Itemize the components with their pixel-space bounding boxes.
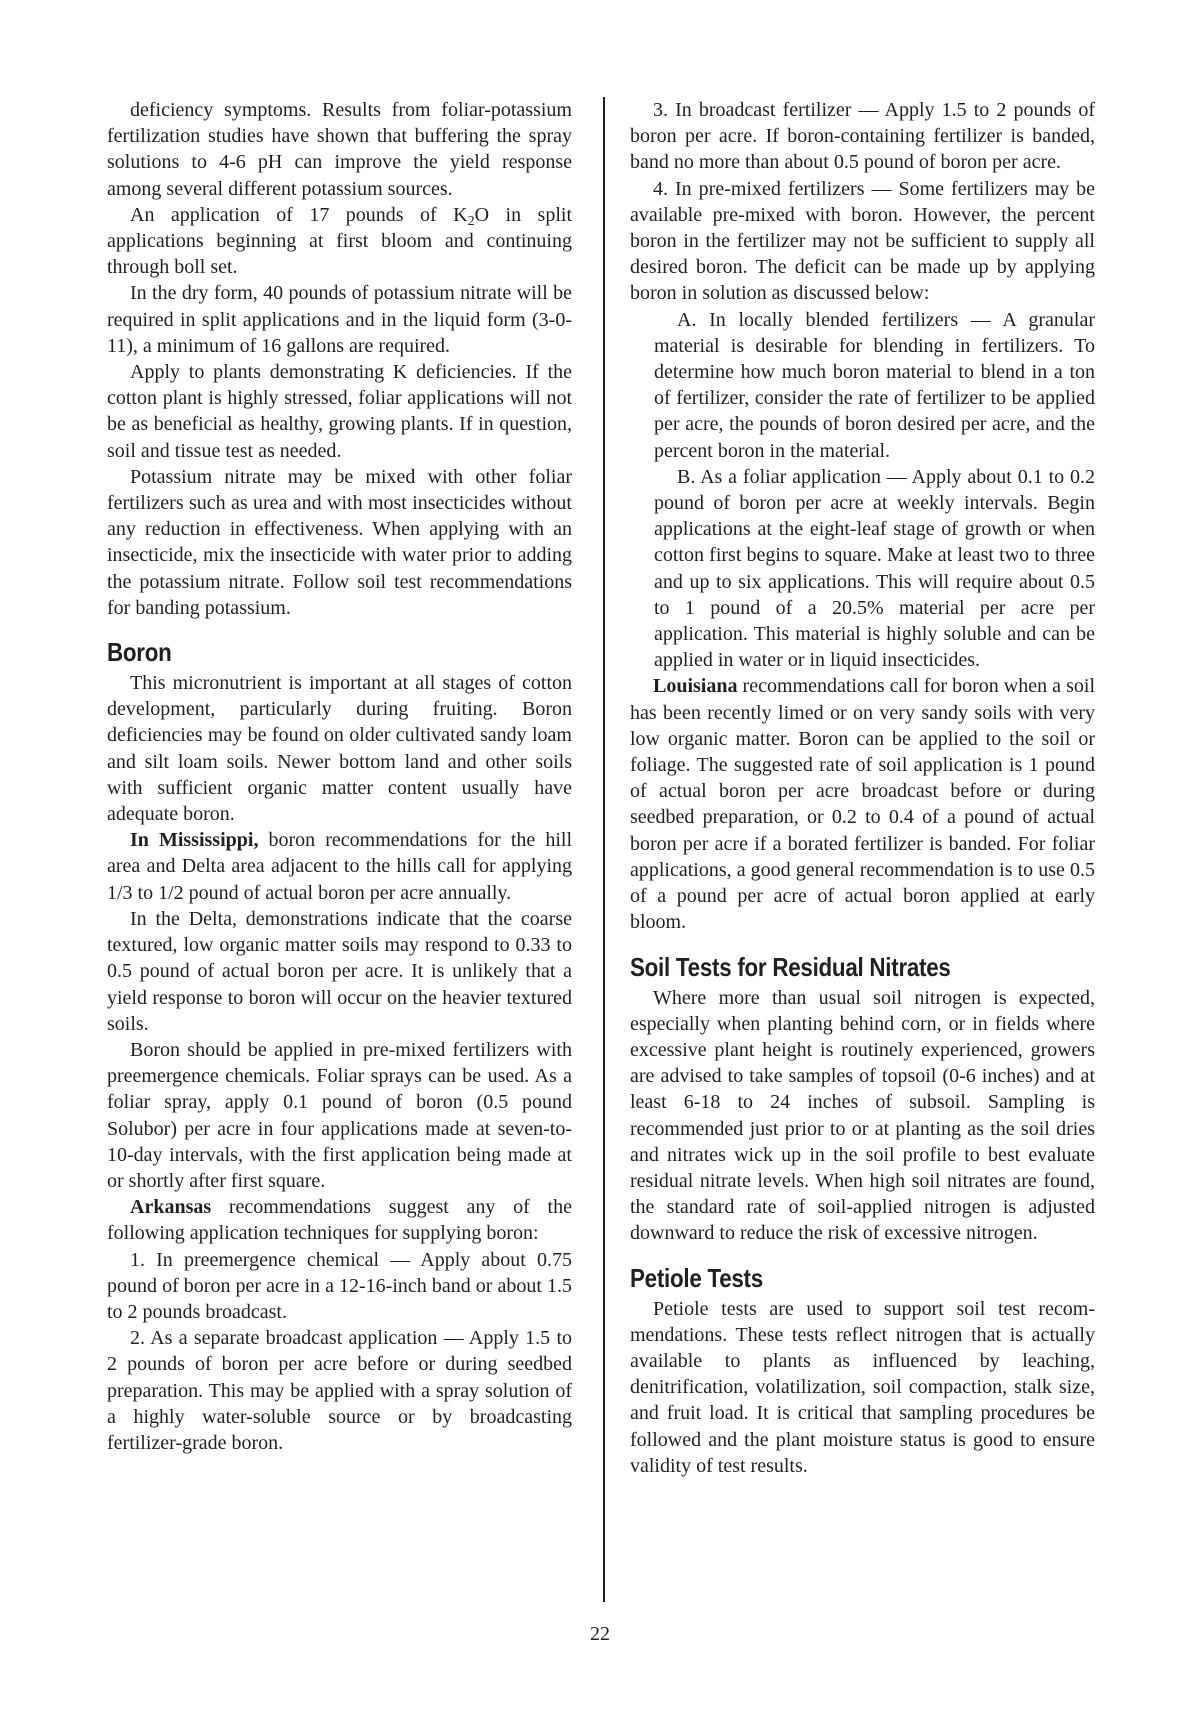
paragraph: [107, 202, 572, 281]
list-item: 4. In pre-mixed fertilizers — Some fertilizers may be available pre-mixed with boron. However, the percent boron in the fertilizer may not be sufficient to supply all desired boron. The deficit can be made up by applying boron in solution as discussed below:: [630, 177, 1095, 305]
paragraph: [107, 827, 572, 906]
text-run: O in split applications beginning at first bloom and continuing through boll set.: [107, 203, 572, 279]
state-label: Louisiana: [653, 675, 738, 698]
section-heading-petiole-tests: Petiole Tests: [630, 1262, 763, 1293]
paragraph: Potassium nitrate may be mixed with other foliar fertilizers such as urea and with most insecticides without any reduction in effectiveness. When applying with an insecticide, mix the insecticide with water prior to adding the potassium nitrate. Follow soil test recommendations for banding potassium.: [107, 465, 572, 619]
column-divider: [603, 97, 605, 1602]
text-run: recommendations call for boron when a soil has been recently limed or on very sandy soils with very low organic matter. Boron can be applied to the soil or foliage. The suggested rate of soil application is 1 pound of actual boron per acre broadcast before or during seedbed preparation, or 0.2 to 0.4 of a pound of actual boron per acre if a borated fertilizer is banded. For foliar applications, a good general recommendation is to use 0.5 of a pound per acre of actual boron applied at early bloom.: [630, 675, 1095, 934]
text-run: An application of 17 pounds of K: [130, 203, 468, 226]
section-heading-residual-nitrates: Soil Tests for Residual Nitrates: [630, 951, 951, 982]
state-label: Arkansas: [130, 1196, 212, 1219]
paragraph: Where more than usual soil nitrogen is expected, especially when planting behind corn, or in fields where excessive plant height is routinely experienced, growers are advised to take samples of topsoil (0-6 inches) and at least 6-18 to 24 inches of subsoil. Sampling is recommended just prior to or at planting as the soil dries and nitrates wick up in the soil profile to best evaluate residual nitrate levels. When high soil nitrates are found, the standard rate of soil-applied nitrogen is adjusted downward to reduce the risk of excessive nitrogen.: [630, 986, 1095, 1245]
page-number: 22: [590, 1623, 610, 1645]
left-column: [107, 97, 572, 1456]
list-item: 3. In broadcast fertilizer — Apply 1.5 to 2 pounds of boron per acre. If boron-containing fertilizer is banded, band no more than about 0.5 pound of boron per acre.: [630, 99, 1095, 174]
subscript: 2: [467, 213, 475, 229]
paragraph: This micronutrient is important at all stages of cotton development, particularly during fruiting. Boron deficiencies may be found on older cultivated sandy loam and silt loam soils. Newer bottom land and other soils with sufficient organic matter content usually have adequate boron.: [107, 672, 572, 826]
paragraph: In the dry form, 40 pounds of potassium nitrate will be required in split applications and in the liquid form (3-0-11), a minimum of 16 gallons are required.: [107, 282, 572, 357]
paragraph: Boron should be applied in pre-mixed fertilizers with preemergence chemicals. Foliar sprays can be used. As a foliar spray, apply 0.1 pound of boron (0.5 pound Solubor) per acre in four applications made at seven-to-10-day intervals, with the first application being made at or shortly after first square.: [107, 1038, 572, 1192]
section-heading-boron: Boron: [107, 637, 172, 668]
paragraph: In the Delta, demonstrations indicate that the coarse textured, low organic matter soils may respond to 0.33 to 0.5 pound of actual boron per acre. It is unlikely that a yield response to boron will occur on the heavier textured soils.: [107, 907, 572, 1035]
sub-list-item: A. In locally blended fertilizers — A granular material is desirable for blending in fertilizers. To determine how much boron material to blend in a ton of fertilizer, consider the rate of fertilizer to be applied per acre, the pounds of boron desired per acre, and the percent boron in the material.: [654, 308, 1095, 462]
paragraph: deficiency symptoms. Results from foliar-potassium fertilization studies have shown that buffering the spray solutions to 4-6 pH can improve the yield response among several different potassium sources.: [107, 99, 572, 200]
text-run: recommendations suggest any of the following application techniques for supplying boron:: [107, 1196, 572, 1245]
text-run: boron recommendations for the hill area and Delta area adjacent to the hills call for applying 1/3 to 1/2 pound of actual boron per acre annually.: [107, 829, 573, 904]
paragraph: Apply to plants demonstrating K deficiencies. If the cotton plant is highly stressed, foliar applications will not be as beneficial as healthy, growing plants. If in question, soil and tissue test as needed.: [107, 361, 572, 462]
list-item: 1. In preemergence chemical — Apply about 0.75 pound of boron per acre in a 12-16-inch band or about 1.5 to 2 pounds broadcast.: [107, 1248, 572, 1323]
right-column: [630, 97, 1095, 1479]
list-item: 2. As a separate broadcast application — Apply 1.5 to 2 pounds of boron per acre before or during seedbed preparation. This may be applied with a spray solution of a highly water-soluble source or by broadcasting fertilizer-grade boron.: [107, 1327, 572, 1454]
paragraph: Petiole tests are used to support soil test recommendations. These tests reflect nitrogen that is actually available to plants as influenced by leaching, denitrification, volatilization, soil compaction, stalk size, and fruit load. It is critical that sampling procedures be followed and the plant moisture status is good to ensure validity of test results.: [630, 1297, 1095, 1477]
paragraph: [630, 673, 1095, 935]
state-label: In Mississippi,: [130, 829, 259, 852]
paragraph: [107, 1194, 572, 1246]
sub-list-item: B. As a foliar application — Apply about 0.1 to 0.2 pound of boron per acre at weekly intervals. Begin applications at the eight-leaf stage of growth or when cotton first begins to square. Make at least two to three and up to six applications. This will require about 0.5 to 1 pound of a 20.5% material per acre per application. This material is highly soluble and can be applied in water or in liquid insecticides.: [654, 465, 1095, 672]
